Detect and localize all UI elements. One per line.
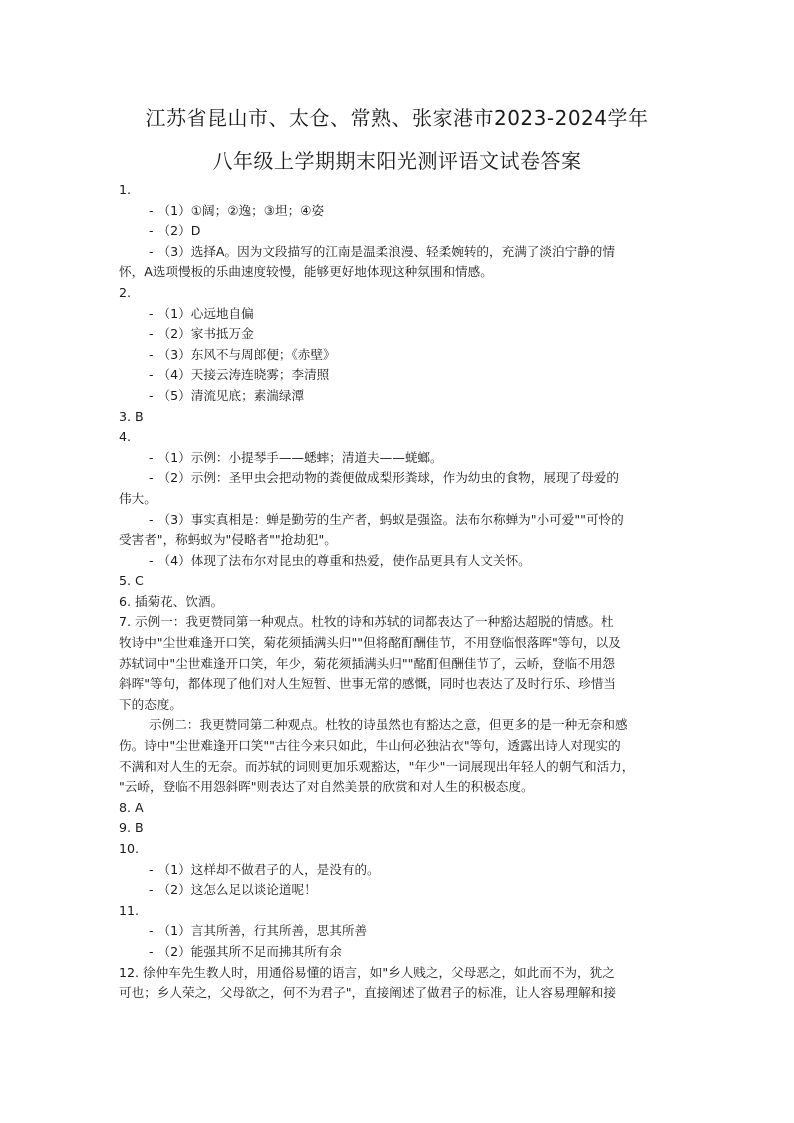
answer-item: - （1）①阔；②逸；③坦；④姿 [149,202,325,218]
answer-item: - （1）心远地自偏 [149,305,254,321]
answer-paragraph-line: 不满和对人生的无奈。而苏轼的词则更加乐观豁达，"年少"一词展现出年轻人的朝气和活力， [119,758,635,774]
answer-paragraph-line: "云峤，登临不用怨斜晖"则表达了对自然美景的欣赏和对人生的积极态度。 [119,779,534,795]
answer-continuation: 受害者"，称蚂蚁为"侵略者""抢劫犯"。 [119,532,337,548]
answer-line: 6. 插菊花、饮酒。 [119,593,224,609]
answer-item: - （2）D [149,223,201,239]
answer-paragraph-line: 可也；乡人荣之，父母欲之，何不为君子"，直接阐述了做君子的标准，让人容易理解和接 [119,985,616,1001]
answer-continuation: 怀，A选项慢板的乐曲速度较慢，能够更好地体现这种氛围和情感。 [119,264,493,280]
answer-item: - （1）言其所善，行其所善，思其所善 [149,923,368,939]
title-line-1: 江苏省昆山市、太仓、常熟、张家港市2023-2024学年 [145,106,649,130]
answer-item: - （2）示例：圣甲虫会把动物的粪便做成梨形粪球，作为幼虫的食物，展现了母爱的 [149,470,619,486]
question-number: 2. [119,284,132,300]
answer-item: - （1）这样却不做君子的人，是没有的。 [149,861,380,877]
answer-item: - （2）家书抵万金 [149,326,254,342]
answer-line: 8. A [119,799,144,815]
answer-item: - （2）能强其所不足而拂其所有余 [149,943,342,959]
question-number: 10. [119,841,140,856]
answer-paragraph-line: 7. 示例一：我更赞同第一种观点。杜牧的诗和苏轼的词都表达了一种豁达超脱的情感。杜 [119,614,614,630]
answer-item: - （2）这怎么足以谈论道呢！ [149,882,317,898]
answer-item: - （3）事实真相是：蝉是勤劳的生产者，蚂蚁是强盗。法布尔称蝉为"小可爱""可怜的 [149,511,624,527]
answer-item: - （3）东风不与周郎便；《赤壁》 [149,346,336,362]
answer-line: 5. C [119,573,144,589]
answer-content [119,180,679,1004]
question-number: 1. [119,182,132,197]
answer-continuation: 伟大。 [119,490,157,506]
title-line-2: 八年级上学期期末阳光测评语文试卷答案 [212,149,582,173]
answer-line: 3. B [119,408,144,424]
answer-item: - （1）示例：小提琴手——蟋蟀；清道夫——蜣螂。 [149,449,443,465]
answer-paragraph-line: 斜晖"等句，都体现了他们对人生短暂、世事无常的感慨，同时也表达了及时行乐、珍惜当 [119,676,616,692]
answer-paragraph-line: 下的态度。 [119,696,182,712]
answer-item: - （4）天接云涛连晓雾；李清照 [149,367,330,383]
answer-item: - （4）体现了法布尔对昆虫的尊重和热爱，使作品更具有人文关怀。 [149,552,531,568]
answer-paragraph-line: 牧诗中"尘世难逢开口笑，菊花须插满头归""但将酩酊酬佳节，不用登临恨落晖"等句，以及 [119,635,621,651]
answer-paragraph-line: 伤。诗中"尘世难逢开口笑""古往今来只如此，牛山何必独沾衣"等句，透露出诗人对现实的 [119,738,621,754]
question-number: 4. [119,429,132,445]
answer-item: - （5）清流见底；素湍绿潭 [149,387,305,403]
question-number: 11. [119,902,140,918]
answer-paragraph-line: 苏轼词中"尘世难逢开口笑，年少，菊花须插满头归""酩酊但酬佳节了，云峤，登临不用怨 [119,655,615,671]
answer-paragraph-line: 12. 徐仲车先生教人时，用通俗易懂的语言，如"乡人贱之，父母恶之，如此而不为，犹之 [119,964,615,980]
answer-line: 9. B [119,820,144,836]
answer-paragraph-line: 示例二：我更赞同第二种观点。杜牧的诗虽然也有豁达之意，但更多的是一种无奈和感 [149,717,628,733]
answer-item: - （3）选择A。因为文段描写的江南是温柔浪漫、轻柔婉转的，充满了淡泊宁静的情 [149,243,615,259]
